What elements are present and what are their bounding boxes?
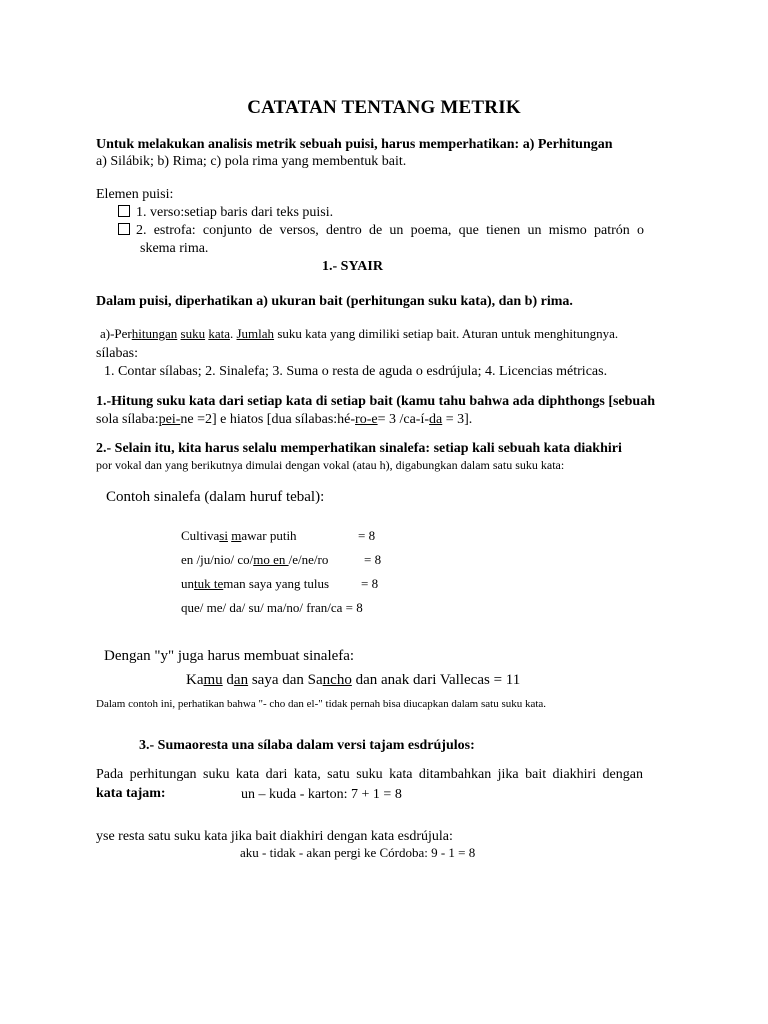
example-row: en /ju/nio/ co/mo en /e/ne/ro — [181, 552, 329, 567]
rule-1-bold-line: 1.-Hitung suku kata dari setiap kata di setiap bait (kamu tahu bahwa ada diphthongs [sebuah — [96, 394, 655, 409]
example-2-note: Dalam contoh ini, perhatikan bahwa "- cho dan el-" tidak pernah bisa diucapkan dalam satu suku kata. — [96, 698, 547, 710]
example-row-value: = 8 — [364, 552, 382, 567]
rule-2-bold-line: 2.- Selain itu, kita harus selalu memperhatikan sinalefa: setiap kali sebuah kata diakhiri — [96, 441, 622, 456]
rule-2-small-line: por vokal dan yang berikutnya dimulai dengan vokal (atau h), digabungkan dalam satu suku kata: — [96, 458, 565, 472]
kata-tajam-label: kata tajam: — [96, 786, 166, 801]
elements-item-2-cont: skema rima. — [140, 241, 209, 256]
intro-line-1: Untuk melakukan analisis metrik sebuah puisi, harus memperhatikan: a) Perhitungan — [96, 137, 613, 152]
section-3-para-line-1: Pada perhitungan suku kata dari kata, satu suku kata ditambahkan jika bait diakhiri dengan — [96, 767, 643, 782]
example-esdrujula: aku - tidak - akan pergi ke Córdoba: 9 - 1 = 8 — [240, 845, 476, 860]
example-row-value: = 8 — [361, 576, 379, 591]
document-title: CATATAN TENTANG METRIK — [247, 97, 521, 118]
bullet-box-icon — [118, 223, 130, 235]
section-3-heading: 3.- Sumaoresta una sílaba dalam versi tajam esdrújulos: — [139, 738, 475, 753]
section-1-bold-line: Dalam puisi, diperhatikan a) ukuran bait (perhitungan suku kata), dan b) rima. — [96, 294, 573, 309]
section-1-small-line: a)-Perhitungan suku kata. Jumlah suku kata yang dimiliki setiap bait. Aturan untuk menghitungnya. — [100, 326, 619, 341]
esdrujula-line: yse resta satu suku kata jika bait diakhiri dengan kata esdrújula: — [96, 829, 453, 844]
rule-1-line-2: sola sílaba:pei-ne =2] e hiatos [dua sílabas:hé-ro-e= 3 /ca-í-da = 3]. — [96, 412, 473, 427]
example-2-heading: Dengan "y" juga harus membuat sinalefa: — [104, 648, 355, 664]
intro-line-2: a) Silábik; b) Rima; c) pola rima yang membentuk bait. — [96, 154, 407, 169]
example-row: Cultivasi mawar putih — [181, 528, 297, 543]
silabas-label: sílabas: — [96, 346, 138, 361]
example-2-line: Kamu dan saya dan Sancho dan anak dari Vallecas = 11 — [186, 672, 521, 688]
example-row: untuk teman saya yang tulus — [181, 576, 330, 591]
section-1-heading: 1.- SYAIR — [322, 259, 383, 274]
example-tajam: un – kuda - karton: 7 + 1 = 8 — [241, 787, 402, 802]
elements-item-1: 1. verso:setiap baris dari teks puisi. — [118, 205, 333, 221]
example-row-value: = 8 — [358, 528, 376, 543]
elements-heading: Elemen puisi: — [96, 187, 174, 202]
rules-list: 1. Contar sílabas; 2. Sinalefa; 3. Suma o resta de aguda o esdrújula; 4. Licencias métricas. — [104, 364, 608, 379]
example-row: que/ me/ da/ su/ ma/no/ fran/ca = 8 — [181, 600, 363, 615]
bullet-box-icon — [118, 205, 130, 217]
example-1-heading: Contoh sinalefa (dalam huruf tebal): — [106, 489, 325, 505]
elements-item-2: 2. estrofa: conjunto de versos, dentro de un poema, que tienen un mismo patrón o — [118, 223, 644, 239]
